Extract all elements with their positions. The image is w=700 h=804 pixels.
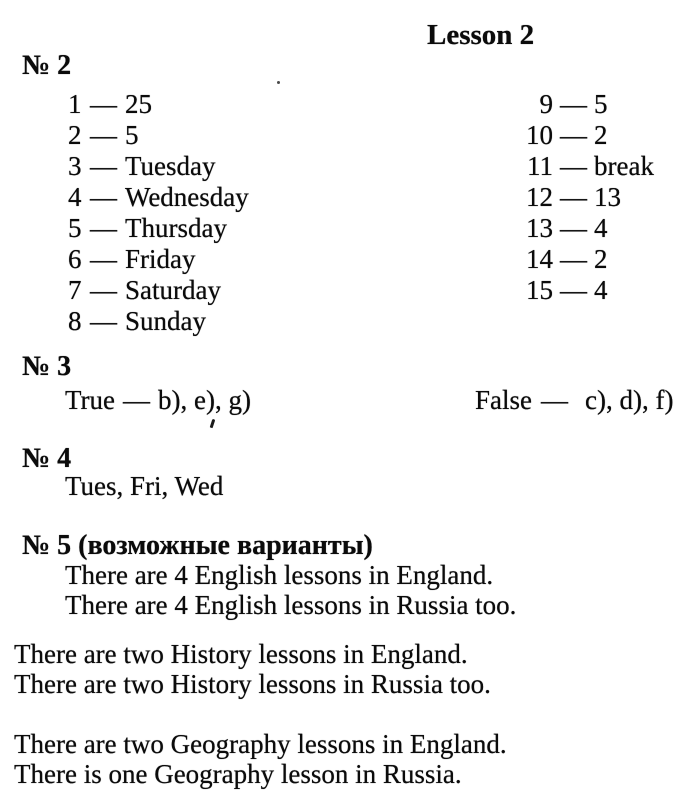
match-row (68, 151, 249, 182)
item-number: 13 (526, 213, 553, 243)
exercise-2-right-column (525, 89, 654, 306)
item-number: 11 (527, 151, 553, 181)
item-number: 2 (68, 120, 82, 150)
item-number: 15 (526, 275, 553, 305)
true-items: b), e), g) (158, 385, 251, 415)
item-number: 9 (539, 89, 553, 119)
scan-artifact-comma (210, 419, 216, 428)
match-row (68, 306, 249, 337)
dash-separator: — (90, 213, 117, 243)
item-value: break (594, 151, 654, 181)
answer-line: There are two Geography lessons in England. (14, 729, 507, 759)
dash-separator: — (560, 244, 587, 274)
history-paragraph (14, 639, 491, 699)
item-number: 12 (526, 182, 553, 212)
dash-separator: — (560, 275, 587, 305)
item-value: 5 (125, 120, 139, 150)
dash-separator: — (90, 275, 117, 305)
true-label: True (65, 385, 116, 415)
scan-artifact-dot (277, 81, 280, 84)
geography-paragraph (14, 729, 507, 789)
answer-line: There are 4 English lessons in England. (65, 560, 494, 590)
dash-separator: — (560, 151, 587, 181)
answer-line: There are two History lessons in Russia too. (14, 669, 491, 699)
dash-separator: — (123, 385, 151, 415)
match-row (525, 275, 654, 306)
item-value: 2 (594, 120, 608, 150)
match-row (525, 151, 654, 182)
match-row (68, 213, 249, 244)
dash-separator: — (90, 120, 117, 150)
lesson-title: Lesson 2 (427, 19, 535, 51)
false-label: False (475, 385, 532, 415)
exercise-4-heading: № 4 (22, 443, 72, 474)
answer-line: There are 4 English lessons in Russia too. (65, 590, 517, 620)
item-number: 1 (68, 89, 82, 119)
exercise-2-heading: № 2 (22, 50, 72, 81)
match-row (525, 89, 654, 120)
answer-line: There is one Geography lesson in Russia. (14, 759, 462, 789)
false-items: c), d), f) (585, 385, 674, 415)
exercise-5-answers (65, 560, 516, 620)
false-answers (475, 385, 673, 415)
item-value: 25 (125, 89, 152, 119)
item-value: Wednesday (125, 182, 249, 212)
dash-separator: — (560, 182, 587, 212)
exercise-4-answer: Tues, Fri, Wed (65, 471, 224, 501)
item-number: 10 (526, 120, 553, 150)
true-answers (65, 385, 251, 415)
item-value: Tuesday (125, 151, 216, 181)
dash-separator: — (90, 151, 117, 181)
match-row (525, 120, 654, 151)
match-row (525, 182, 654, 213)
exercise-3-heading: № 3 (22, 351, 72, 382)
item-number: 8 (68, 306, 82, 336)
item-value: Friday (125, 244, 196, 274)
item-number: 14 (526, 244, 553, 274)
item-number: 4 (68, 182, 82, 212)
match-row (525, 244, 654, 275)
match-row (68, 182, 249, 213)
match-row (68, 89, 249, 120)
item-value: Sunday (125, 306, 206, 336)
dash-separator: — (90, 182, 117, 212)
dash-separator: — (560, 120, 587, 150)
dash-separator: — (560, 89, 587, 119)
item-value: 2 (594, 244, 608, 274)
dash-separator: — (541, 385, 568, 415)
item-value: 4 (594, 213, 608, 243)
exercise-5-heading: № 5 (возможные варианты) (22, 530, 373, 561)
match-row (68, 275, 249, 306)
item-value: Saturday (125, 275, 221, 305)
dash-separator: — (90, 89, 117, 119)
item-value: Thursday (125, 213, 227, 243)
match-row (525, 213, 654, 244)
item-number: 7 (68, 275, 82, 305)
dash-separator: — (560, 213, 587, 243)
item-number: 3 (68, 151, 82, 181)
item-number: 6 (68, 244, 82, 274)
match-row (68, 120, 249, 151)
item-value: 5 (594, 89, 608, 119)
item-value: 4 (594, 275, 608, 305)
item-value: 13 (594, 182, 621, 212)
dash-separator: — (90, 306, 117, 336)
dash-separator: — (90, 244, 117, 274)
match-row (68, 244, 249, 275)
exercise-2-left-column (68, 89, 249, 337)
item-number: 5 (68, 213, 82, 243)
answer-line: There are two History lessons in England. (14, 639, 468, 669)
